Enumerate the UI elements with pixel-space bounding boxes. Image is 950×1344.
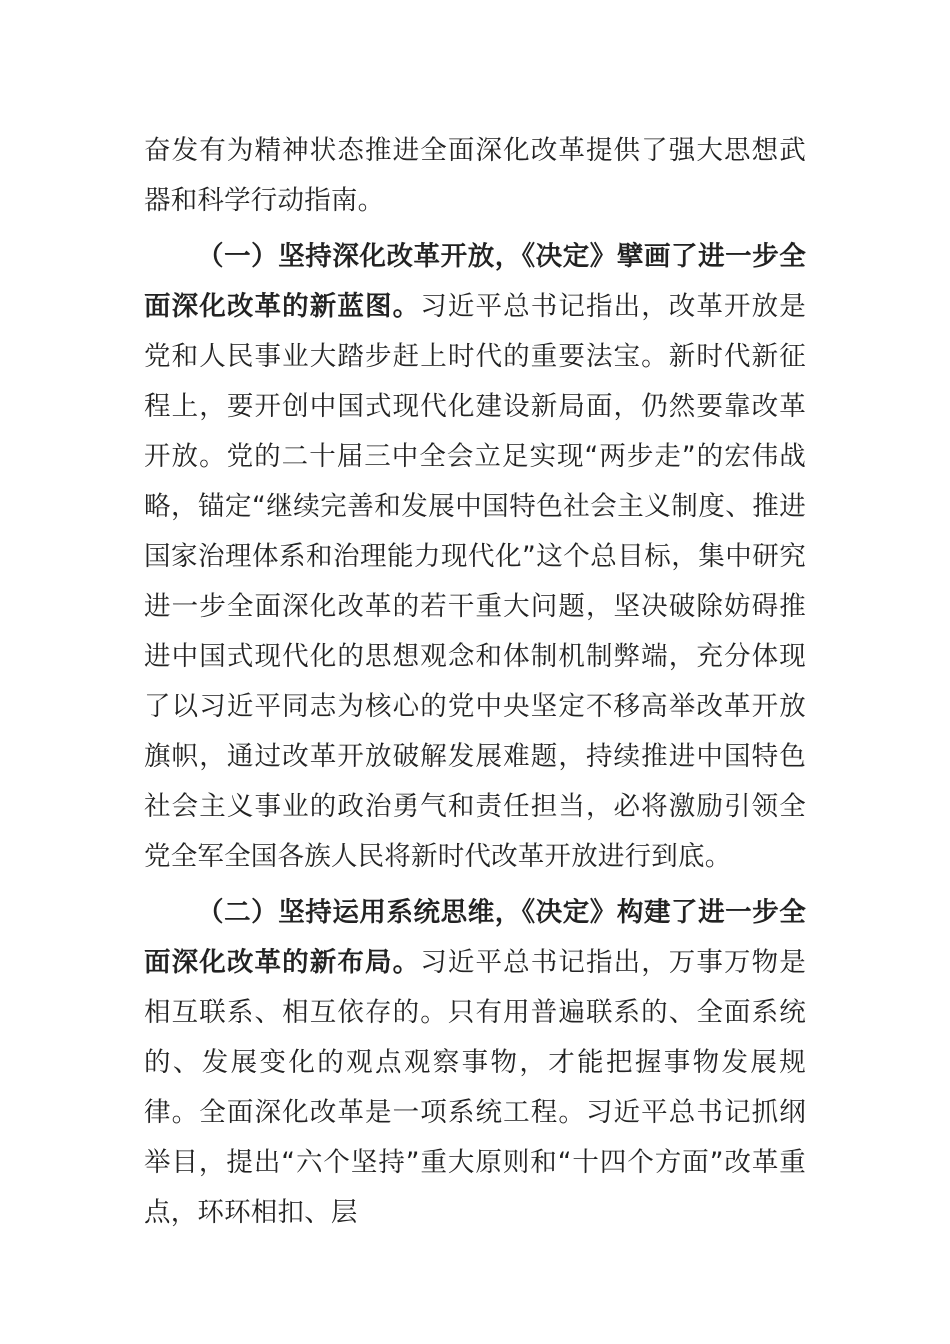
paragraph-body: 习近平总书记指出，改革开放是党和人民事业大踏步赶上时代的重要法宝。新时代新征程上，要开创中国式现代化建设新局面，仍然要靠改革开放。党的二十届三中全会立足实现“两步走”的宏伟战略，锚定“继续完善和发展中国特色社会主义制度、推进国家治理体系和治理能力现代化”这个总目标，集中研究进一步全面深化改革的若干重大问题，坚决破除妨碍推进中国式现代化的思想观念和体制机制弊端，充分体现了以习近平同志为核心的党中央坚定不移高举改革开放旗帜，通过改革开放破解发展难题，持续推进中国特色社会主义事业的政治勇气和责任担当，必将激励引领全党全军全国各族人民将新时代改革开放进行到底。 [144,291,806,872]
paragraph-continuation [144,126,806,226]
document-page [144,126,806,1244]
paragraph-body: 习近平总书记指出，万事万物是相互联系、相互依存的。只有用普遍联系的、全面系统的、发展变化的观点观察事物，才能把握事物发展规律。全面深化改革是一项系统工程。习近平总书记抓纲举目，提出“六个坚持”重大原则和“十四个方面”改革重点，环环相扣、层 [144,947,806,1228]
paragraph-body: 奋发有为精神状态推进全面深化改革提供了强大思想武器和科学行动指南。 [144,135,806,216]
section-heading: （二）坚持运用系统思维，《决定》构建了进一步全面深化改革的新布局。 [144,897,806,978]
paragraph-section-2 [144,888,806,1238]
paragraph-section-1 [144,232,806,882]
section-heading: （一）坚持深化改革开放，《决定》擘画了进一步全面深化改革的新蓝图。 [144,241,806,322]
